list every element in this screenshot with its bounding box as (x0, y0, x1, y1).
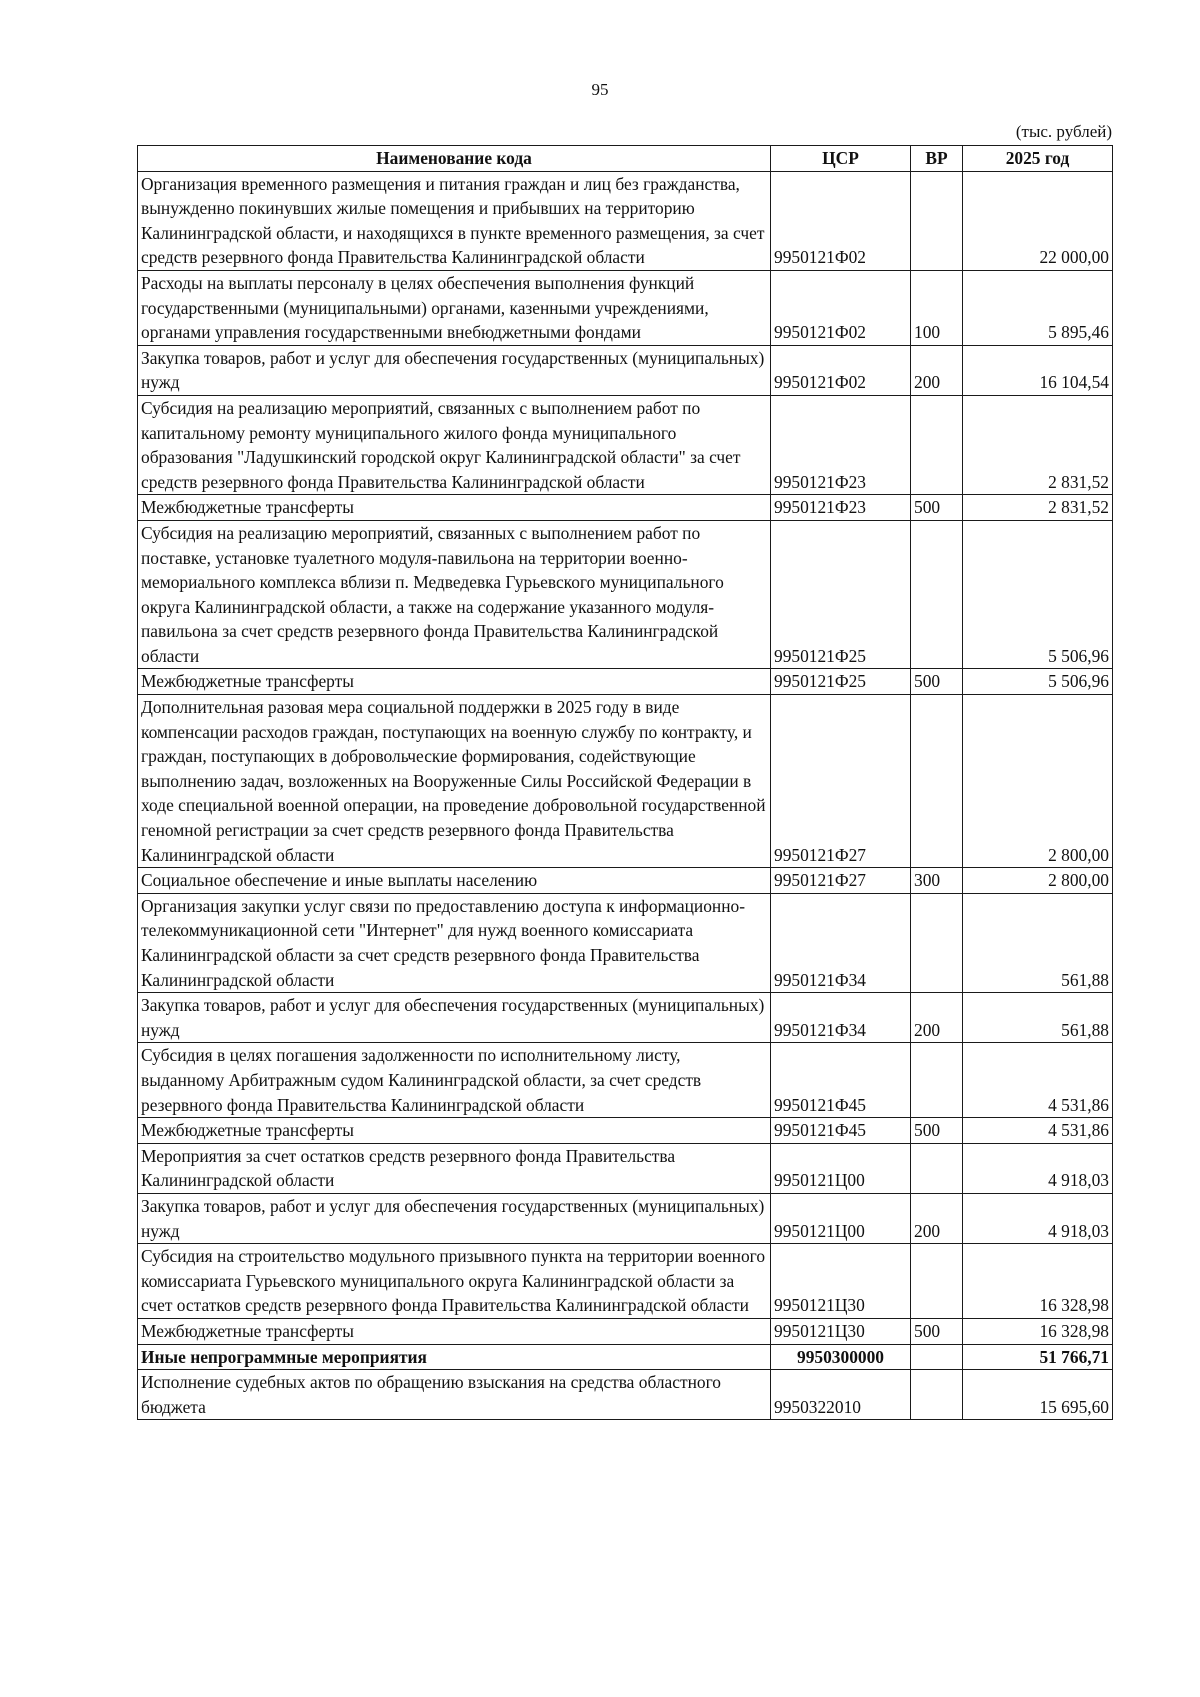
row-vr (911, 520, 963, 669)
row-value: 5 506,96 (963, 520, 1113, 669)
row-csr: 9950121Ф23 (771, 495, 911, 521)
row-name: Межбюджетные трансферты (138, 1118, 771, 1144)
table-row (138, 1193, 1113, 1243)
row-name: Организация временного размещения и питания граждан и лиц без гражданства, вынужденно покинувших жилые помещения и прибывших на территорию Калининградской области, и находящихся в пункте временного размещения, за счет средств резервного фонда Правительства Калининградской области (138, 171, 771, 270)
table-row (138, 1344, 1113, 1370)
row-vr: 200 (911, 993, 963, 1043)
table-row (138, 1143, 1113, 1193)
row-name: Межбюджетные трансферты (138, 1318, 771, 1344)
row-vr (911, 1344, 963, 1370)
row-value: 4 918,03 (963, 1143, 1113, 1193)
row-value: 4 918,03 (963, 1193, 1113, 1243)
row-name: Закупка товаров, работ и услуг для обеспечения государственных (муниципальных) нужд (138, 1193, 771, 1243)
row-value: 15 695,60 (963, 1370, 1113, 1420)
row-value: 16 104,54 (963, 345, 1113, 395)
table-row (138, 669, 1113, 695)
row-value: 16 328,98 (963, 1244, 1113, 1319)
row-vr: 300 (911, 868, 963, 894)
row-csr: 9950300000 (771, 1344, 911, 1370)
row-value: 561,88 (963, 993, 1113, 1043)
row-csr: 9950121Ф02 (771, 345, 911, 395)
row-vr (911, 893, 963, 992)
row-vr (911, 1244, 963, 1319)
row-csr: 9950121Ф45 (771, 1043, 911, 1118)
row-value: 5 506,96 (963, 669, 1113, 695)
row-value: 4 531,86 (963, 1118, 1113, 1144)
row-vr: 500 (911, 1318, 963, 1344)
row-csr: 9950322010 (771, 1370, 911, 1420)
table-row (138, 1043, 1113, 1118)
row-csr: 9950121Ф34 (771, 893, 911, 992)
row-value: 2 831,52 (963, 495, 1113, 521)
row-csr: 9950121Ц00 (771, 1193, 911, 1243)
table-row (138, 1370, 1113, 1420)
row-vr: 500 (911, 495, 963, 521)
row-vr (911, 1043, 963, 1118)
table-row (138, 1318, 1113, 1344)
row-vr (911, 1370, 963, 1420)
header-vr: ВР (911, 146, 963, 172)
row-csr: 9950121Ф25 (771, 669, 911, 695)
header-value: 2025 год (963, 146, 1113, 172)
row-value: 4 531,86 (963, 1043, 1113, 1118)
row-name: Закупка товаров, работ и услуг для обеспечения государственных (муниципальных) нужд (138, 993, 771, 1043)
table-row (138, 171, 1113, 270)
row-csr: 9950121Ц30 (771, 1244, 911, 1319)
row-csr: 9950121Ф45 (771, 1118, 911, 1144)
row-value: 2 800,00 (963, 695, 1113, 868)
table-row (138, 993, 1113, 1043)
row-csr: 9950121Ф02 (771, 171, 911, 270)
table-row (138, 270, 1113, 345)
row-vr (911, 171, 963, 270)
table-row (138, 695, 1113, 868)
row-csr: 9950121Ф27 (771, 868, 911, 894)
row-vr (911, 395, 963, 494)
row-csr: 9950121Ф34 (771, 993, 911, 1043)
row-value: 561,88 (963, 893, 1113, 992)
row-value: 22 000,00 (963, 171, 1113, 270)
row-name: Субсидия на реализацию мероприятий, связанных с выполнением работ по капитальному ремонту муниципального жилого фонда муниципального образования "Ладушкинский городской округ Калининградской области" за счет средств резервного фонда Правительства Калининградской области (138, 395, 771, 494)
header-csr: ЦСР (771, 146, 911, 172)
table-row (138, 1244, 1113, 1319)
row-csr: 9950121Ф23 (771, 395, 911, 494)
row-value: 5 895,46 (963, 270, 1113, 345)
row-name: Межбюджетные трансферты (138, 495, 771, 521)
row-vr: 200 (911, 345, 963, 395)
row-vr: 500 (911, 1118, 963, 1144)
table-row (138, 345, 1113, 395)
row-name: Организация закупки услуг связи по предоставлению доступа к информационно-телекоммуникационной сети "Интернет" для нужд военного комиссариата Калининградской области за счет средств резервного фонда Правительства Калининградской области (138, 893, 771, 992)
units-label: (тыс. рублей) (1015, 122, 1112, 141)
header-name: Наименование кода (138, 146, 771, 172)
row-value: 2 831,52 (963, 395, 1113, 494)
budget-table (137, 145, 1113, 1420)
row-name: Иные непрограммные мероприятия (138, 1344, 771, 1370)
row-name: Закупка товаров, работ и услуг для обеспечения государственных (муниципальных) нужд (138, 345, 771, 395)
row-name: Социальное обеспечение и иные выплаты населению (138, 868, 771, 894)
row-csr: 9950121Ф27 (771, 695, 911, 868)
row-name: Субсидия на строительство модульного призывного пункта на территории военного комиссариата Гурьевского муниципального округа Калининградской области за счет остатков средств резервного фонда Правительства Калининградской области (138, 1244, 771, 1319)
table-row (138, 395, 1113, 494)
row-name: Межбюджетные трансферты (138, 669, 771, 695)
row-csr: 9950121Ц00 (771, 1143, 911, 1193)
row-name: Расходы на выплаты персоналу в целях обеспечения выполнения функций государственными (муниципальными) органами, казенными учреждениями, органами управления государственными внебюджетными фондами (138, 270, 771, 345)
row-vr (911, 1143, 963, 1193)
row-vr (911, 695, 963, 868)
row-value: 51 766,71 (963, 1344, 1113, 1370)
table-row (138, 893, 1113, 992)
row-name: Исполнение судебных актов по обращению взыскания на средства областного бюджета (138, 1370, 771, 1420)
page-number: 95 (591, 80, 609, 99)
row-name: Мероприятия за счет остатков средств резервного фонда Правительства Калининградской области (138, 1143, 771, 1193)
row-vr: 100 (911, 270, 963, 345)
row-csr: 9950121Ф25 (771, 520, 911, 669)
row-csr: 9950121Ф02 (771, 270, 911, 345)
row-name: Дополнительная разовая мера социальной поддержки в 2025 году в виде компенсации расходов граждан, поступающих на военную службу по контракту, и граждан, поступающих в добровольческие формирования, содействующие выполнению задач, возложенных на Вооруженные Силы Российской Федерации в ходе специальной военной операции, на проведение добровольной государственной геномной регистрации за счет средств резервного фонда Правительства Калининградской области (138, 695, 771, 868)
table-row (138, 520, 1113, 669)
row-value: 2 800,00 (963, 868, 1113, 894)
table-row (138, 868, 1113, 894)
row-name: Субсидия на реализацию мероприятий, связанных с выполнением работ по поставке, установке туалетного модуля-павильона на территории военно-мемориального комплекса вблизи п. Медведевка Гурьевского муниципального округа Калининградской области, а также на содержание указанного модуля-павильона за счет средств резервного фонда Правительства Калининградской области (138, 520, 771, 669)
table-header-row (138, 146, 1113, 172)
row-vr: 200 (911, 1193, 963, 1243)
row-value: 16 328,98 (963, 1318, 1113, 1344)
table-row (138, 495, 1113, 521)
row-csr: 9950121Ц30 (771, 1318, 911, 1344)
table-row (138, 1118, 1113, 1144)
row-vr: 500 (911, 669, 963, 695)
table-body (138, 171, 1113, 1420)
row-name: Субсидия в целях погашения задолженности по исполнительному листу, выданному Арбитражным судом Калининградской области, за счет средств резервного фонда Правительства Калининградской области (138, 1043, 771, 1118)
